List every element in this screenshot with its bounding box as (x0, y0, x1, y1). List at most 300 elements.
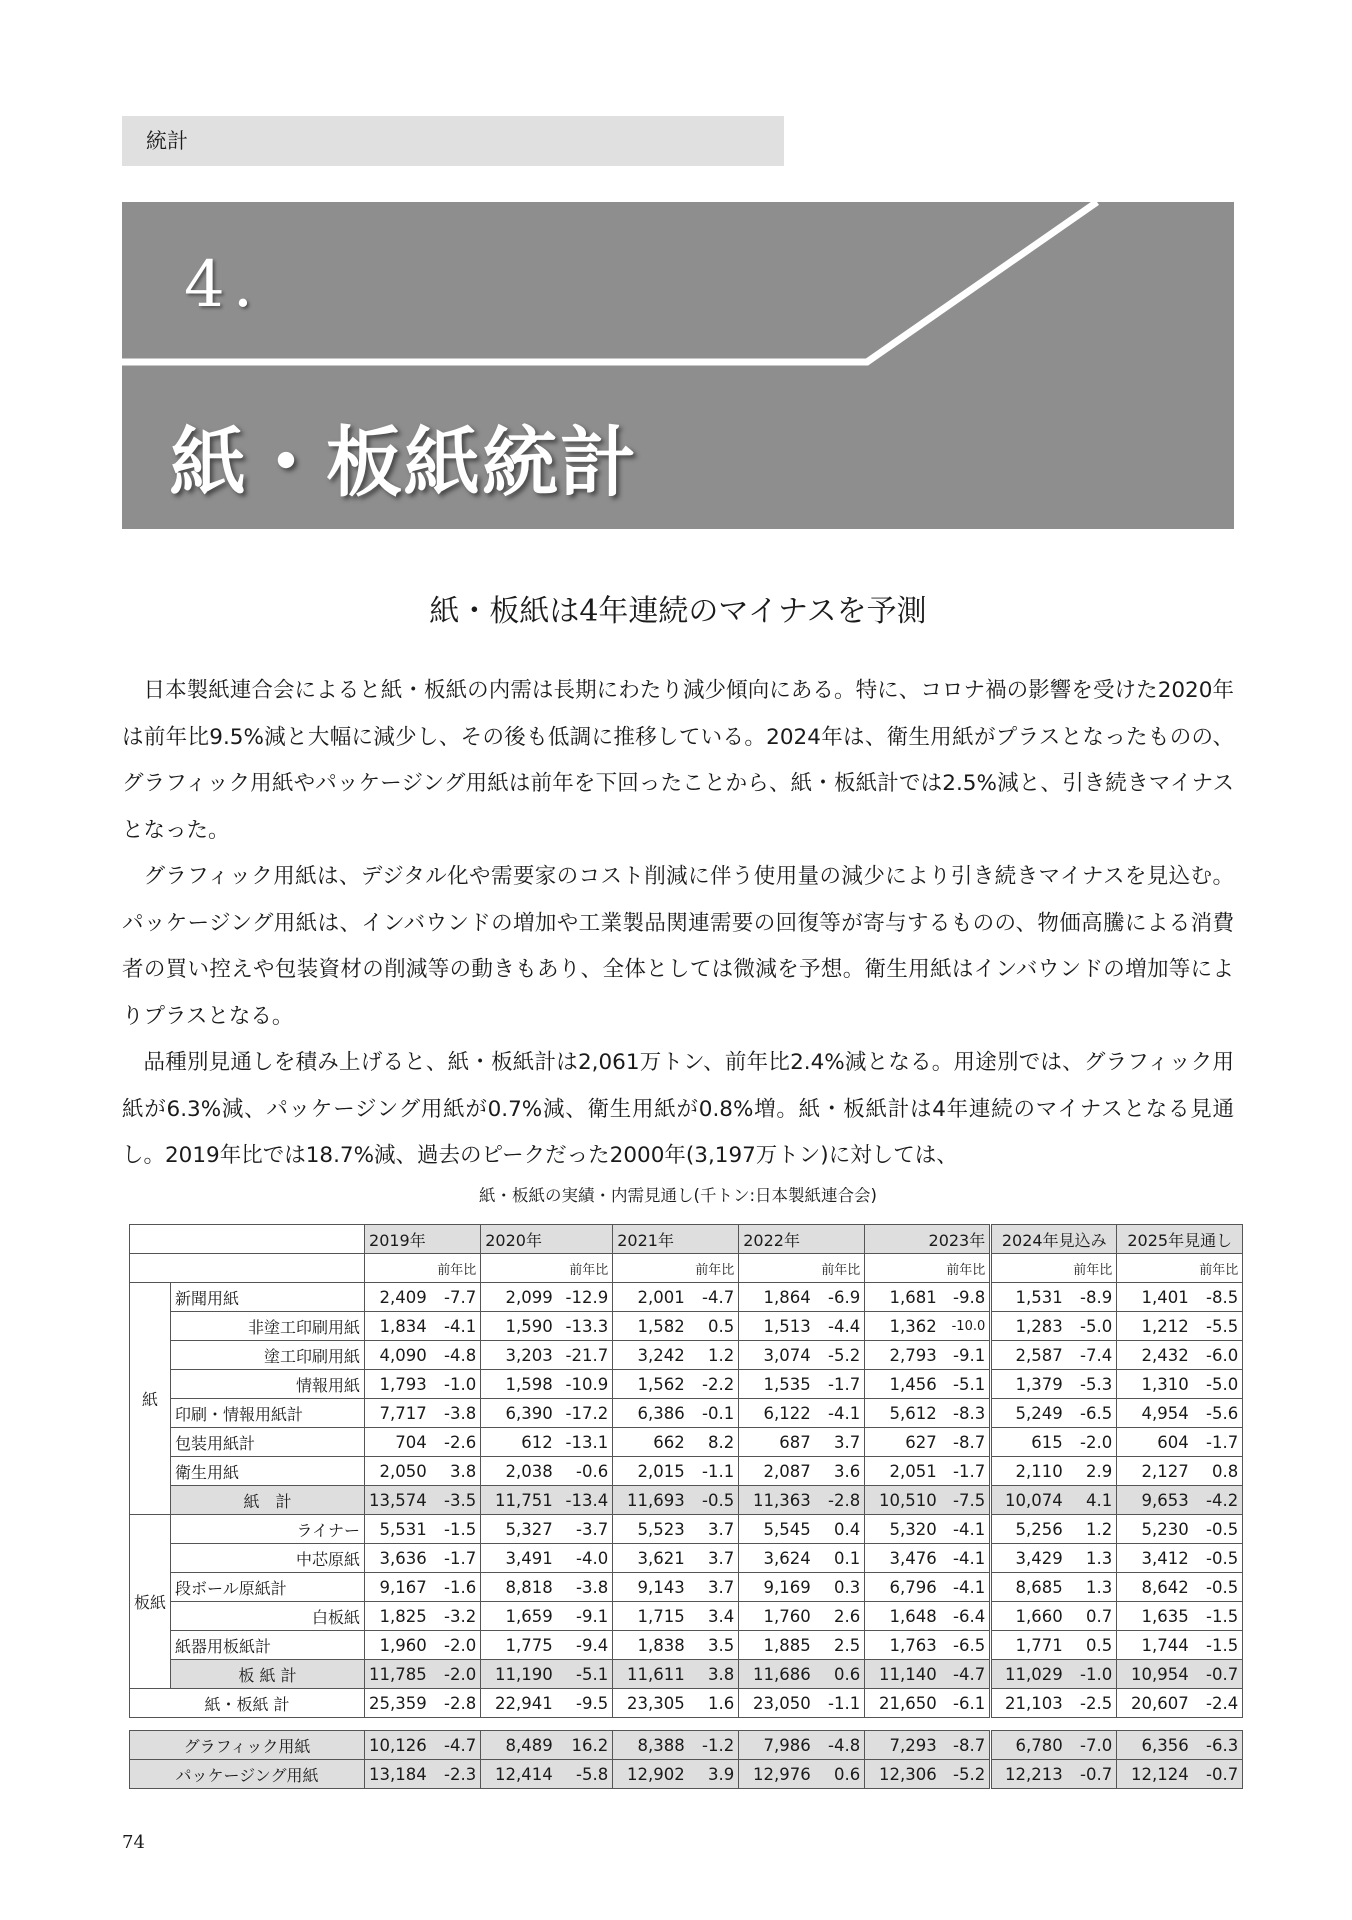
value-cell: 6,390 (481, 1399, 557, 1428)
value-cell: 11,029 (991, 1660, 1067, 1689)
value-cell: 22,941 (481, 1689, 557, 1718)
yoy-cell: 1.6 (689, 1689, 739, 1718)
value-cell: 5,256 (991, 1515, 1067, 1544)
row-label: 紙器用板紙計 (171, 1631, 365, 1660)
table-row (130, 1631, 1243, 1660)
value-cell: 23,305 (613, 1689, 689, 1718)
value-cell: 8,685 (991, 1573, 1067, 1602)
yoy-header: 前年比 (1067, 1254, 1117, 1283)
value-cell: 12,124 (1117, 1760, 1193, 1789)
chapter-banner (122, 202, 1234, 529)
table-row (130, 1731, 1243, 1760)
value-cell: 1,760 (739, 1602, 815, 1631)
value-cell: 12,306 (865, 1760, 941, 1789)
yoy-cell: -2.4 (1193, 1689, 1243, 1718)
year-header: 2024年見込み (991, 1225, 1117, 1254)
yoy-cell: -0.7 (1193, 1660, 1243, 1689)
yoy-cell: -3.5 (431, 1486, 481, 1515)
value-cell: 1,379 (991, 1370, 1067, 1399)
value-cell: 3,624 (739, 1544, 815, 1573)
yoy-cell: -1.6 (431, 1573, 481, 1602)
value-cell: 1,763 (865, 1631, 941, 1660)
value-cell: 1,681 (865, 1283, 941, 1312)
header-blank (130, 1254, 365, 1283)
yoy-cell: -3.7 (557, 1515, 613, 1544)
value-cell: 1,659 (481, 1602, 557, 1631)
table-row (130, 1515, 1243, 1544)
value-cell: 1,793 (365, 1370, 431, 1399)
table-subheader-row (130, 1254, 1243, 1283)
yoy-cell: -12.9 (557, 1283, 613, 1312)
value-cell: 11,363 (739, 1486, 815, 1515)
value-cell: 3,636 (365, 1544, 431, 1573)
yoy-cell: -6.4 (941, 1602, 991, 1631)
yoy-cell: 0.3 (815, 1573, 865, 1602)
value-cell: 13,184 (365, 1760, 431, 1789)
yoy-header: 前年比 (431, 1254, 481, 1283)
yoy-cell: -6.1 (941, 1689, 991, 1718)
row-label: ライナー (171, 1515, 365, 1544)
page-number: 74 (122, 1832, 145, 1853)
yoy-cell: -1.7 (431, 1544, 481, 1573)
value-cell: 3,412 (1117, 1544, 1193, 1573)
value-cell: 1,660 (991, 1602, 1067, 1631)
yoy-cell: -1.0 (1067, 1660, 1117, 1689)
header-blank (365, 1254, 431, 1283)
yoy-cell: -8.7 (941, 1731, 991, 1760)
yoy-cell: -4.7 (941, 1660, 991, 1689)
yoy-cell: 2.9 (1067, 1457, 1117, 1486)
value-cell: 1,834 (365, 1312, 431, 1341)
yoy-cell: -7.0 (1067, 1731, 1117, 1760)
yoy-cell: 0.8 (1193, 1457, 1243, 1486)
value-cell: 12,902 (613, 1760, 689, 1789)
value-cell: 3,491 (481, 1544, 557, 1573)
yoy-cell: -2.0 (1067, 1428, 1117, 1457)
yoy-cell: -7.7 (431, 1283, 481, 1312)
table-row (130, 1760, 1243, 1789)
value-cell: 4,090 (365, 1341, 431, 1370)
header-blank (130, 1225, 365, 1254)
value-cell: 1,582 (613, 1312, 689, 1341)
yoy-header: 前年比 (815, 1254, 865, 1283)
value-cell: 1,885 (739, 1631, 815, 1660)
value-cell: 11,611 (613, 1660, 689, 1689)
value-cell: 1,401 (1117, 1283, 1193, 1312)
value-cell: 7,986 (739, 1731, 815, 1760)
yoy-cell: 8.2 (689, 1428, 739, 1457)
yoy-cell: 1.3 (1067, 1544, 1117, 1573)
yoy-header: 前年比 (689, 1254, 739, 1283)
value-cell: 11,686 (739, 1660, 815, 1689)
row-label: 中芯原紙 (171, 1544, 365, 1573)
value-cell: 2,001 (613, 1283, 689, 1312)
table-row (130, 1486, 1243, 1515)
yoy-cell: 3.7 (815, 1428, 865, 1457)
yoy-cell: -10.9 (557, 1370, 613, 1399)
value-cell: 13,574 (365, 1486, 431, 1515)
value-cell: 3,074 (739, 1341, 815, 1370)
value-cell: 5,230 (1117, 1515, 1193, 1544)
value-cell: 3,242 (613, 1341, 689, 1370)
yoy-cell: -9.8 (941, 1283, 991, 1312)
table-row (130, 1341, 1243, 1370)
value-cell: 9,143 (613, 1573, 689, 1602)
row-label: 板 紙 計 (171, 1660, 365, 1689)
yoy-cell: -1.5 (1193, 1602, 1243, 1631)
year-header: 2019年 (365, 1225, 481, 1254)
yoy-cell: -4.8 (815, 1731, 865, 1760)
yoy-cell: -0.7 (1193, 1760, 1243, 1789)
value-cell: 2,050 (365, 1457, 431, 1486)
value-cell: 2,432 (1117, 1341, 1193, 1370)
value-cell: 8,489 (481, 1731, 557, 1760)
yoy-cell: -2.0 (431, 1660, 481, 1689)
table-row (130, 1428, 1243, 1457)
paragraph: グラフィック用紙は、デジタル化や需要家のコスト削減に伴う使用量の減少により引き続きマイナスを見込む。パッケージング用紙は、インバウンドの増加や工業製品関連需要の回復等が寄与するものの、物価高騰による消費者の買い控えや包装資材の削減等の動きもあり、全体としては微減を予想。衛生用紙はインバウンドの増加等によりプラスとなる。 (122, 864, 1234, 1029)
table-row (130, 1602, 1243, 1631)
value-cell: 1,535 (739, 1370, 815, 1399)
yoy-cell: 2.6 (815, 1602, 865, 1631)
value-cell: 604 (1117, 1428, 1193, 1457)
table-row (130, 1689, 1243, 1718)
yoy-cell: -4.7 (431, 1731, 481, 1760)
value-cell: 10,954 (1117, 1660, 1193, 1689)
yoy-cell: 3.6 (815, 1457, 865, 1486)
yoy-cell: -1.2 (689, 1731, 739, 1760)
yoy-cell: -2.8 (815, 1486, 865, 1515)
yoy-cell: -3.2 (431, 1602, 481, 1631)
value-cell: 10,510 (865, 1486, 941, 1515)
yoy-cell: -0.6 (557, 1457, 613, 1486)
table-spacer (130, 1718, 1243, 1731)
article-subtitle: 紙・板紙は4年連続のマイナスを予測 (429, 594, 927, 629)
value-cell: 5,523 (613, 1515, 689, 1544)
value-cell: 1,362 (865, 1312, 941, 1341)
value-cell: 1,562 (613, 1370, 689, 1399)
yoy-cell: -8.3 (941, 1399, 991, 1428)
group-label-paper: 紙 (130, 1283, 171, 1515)
yoy-cell: -1.7 (941, 1457, 991, 1486)
yoy-cell: 0.5 (1067, 1631, 1117, 1660)
value-cell: 615 (991, 1428, 1067, 1457)
value-cell: 627 (865, 1428, 941, 1457)
yoy-cell: -9.1 (557, 1602, 613, 1631)
yoy-cell: -8.7 (941, 1428, 991, 1457)
header-blank (1117, 1254, 1193, 1283)
value-cell: 9,167 (365, 1573, 431, 1602)
row-label: 印刷・情報用紙計 (171, 1399, 365, 1428)
chapter-title: 紙・板紙統計 (170, 418, 638, 507)
value-cell: 5,612 (865, 1399, 941, 1428)
table-row (130, 1544, 1243, 1573)
yoy-cell: -21.7 (557, 1341, 613, 1370)
value-cell: 11,751 (481, 1486, 557, 1515)
chapter-number: 4. (184, 248, 262, 322)
table-caption: 紙・板紙の実績・内需見通し(千トン:日本製紙連合会) (479, 1186, 877, 1205)
yoy-cell: -1.7 (1193, 1428, 1243, 1457)
yoy-cell: -7.5 (941, 1486, 991, 1515)
value-cell: 1,598 (481, 1370, 557, 1399)
table-row (130, 1370, 1243, 1399)
value-cell: 1,744 (1117, 1631, 1193, 1660)
value-cell: 23,050 (739, 1689, 815, 1718)
row-label: 紙 計 (171, 1486, 365, 1515)
yoy-cell: -5.5 (1193, 1312, 1243, 1341)
yoy-cell: -9.1 (941, 1341, 991, 1370)
table-row (130, 1312, 1243, 1341)
year-header: 2025年見通し (1117, 1225, 1243, 1254)
value-cell: 2,051 (865, 1457, 941, 1486)
value-cell: 3,203 (481, 1341, 557, 1370)
value-cell: 1,771 (991, 1631, 1067, 1660)
value-cell: 612 (481, 1428, 557, 1457)
yoy-cell: -2.8 (431, 1689, 481, 1718)
value-cell: 5,249 (991, 1399, 1067, 1428)
yoy-cell: -0.5 (1193, 1573, 1243, 1602)
value-cell: 687 (739, 1428, 815, 1457)
yoy-cell: 0.6 (815, 1660, 865, 1689)
value-cell: 2,038 (481, 1457, 557, 1486)
yoy-cell: 3.7 (689, 1544, 739, 1573)
yoy-cell: -5.0 (1193, 1370, 1243, 1399)
value-cell: 2,587 (991, 1341, 1067, 1370)
yoy-cell: 16.2 (557, 1731, 613, 1760)
value-cell: 8,388 (613, 1731, 689, 1760)
value-cell: 7,717 (365, 1399, 431, 1428)
yoy-cell: -13.1 (557, 1428, 613, 1457)
table-header-row (130, 1225, 1243, 1254)
value-cell: 1,635 (1117, 1602, 1193, 1631)
yoy-cell: -4.1 (431, 1312, 481, 1341)
yoy-cell: 0.1 (815, 1544, 865, 1573)
yoy-cell: 3.7 (689, 1573, 739, 1602)
yoy-cell: -6.0 (1193, 1341, 1243, 1370)
yoy-cell: -4.2 (1193, 1486, 1243, 1515)
yoy-cell: -9.4 (557, 1631, 613, 1660)
yoy-cell: -3.8 (557, 1573, 613, 1602)
value-cell: 6,386 (613, 1399, 689, 1428)
value-cell: 12,213 (991, 1760, 1067, 1789)
header-blank (613, 1254, 689, 1283)
yoy-cell: -17.2 (557, 1399, 613, 1428)
yoy-cell: -2.6 (431, 1428, 481, 1457)
value-cell: 11,785 (365, 1660, 431, 1689)
yoy-cell: -4.1 (941, 1573, 991, 1602)
yoy-cell: 3.4 (689, 1602, 739, 1631)
value-cell: 12,414 (481, 1760, 557, 1789)
value-cell: 3,476 (865, 1544, 941, 1573)
value-cell: 2,409 (365, 1283, 431, 1312)
value-cell: 1,513 (739, 1312, 815, 1341)
yoy-cell: 1.2 (689, 1341, 739, 1370)
row-label: グラフィック用紙 (130, 1731, 365, 1760)
value-cell: 1,715 (613, 1602, 689, 1631)
table-row (130, 1283, 1243, 1312)
yoy-cell: -6.3 (1193, 1731, 1243, 1760)
value-cell: 5,327 (481, 1515, 557, 1544)
table-row (130, 1573, 1243, 1602)
header-blank (991, 1254, 1067, 1283)
value-cell: 11,190 (481, 1660, 557, 1689)
row-label: 紙・板紙 計 (130, 1689, 365, 1718)
value-cell: 21,650 (865, 1689, 941, 1718)
value-cell: 1,310 (1117, 1370, 1193, 1399)
value-cell: 8,818 (481, 1573, 557, 1602)
yoy-cell: 0.5 (689, 1312, 739, 1341)
yoy-cell: -1.7 (815, 1370, 865, 1399)
yoy-cell: -5.6 (1193, 1399, 1243, 1428)
yoy-cell: -9.5 (557, 1689, 613, 1718)
yoy-cell: -0.5 (689, 1486, 739, 1515)
row-label: 非塗工印刷用紙 (171, 1312, 365, 1341)
value-cell: 1,775 (481, 1631, 557, 1660)
yoy-cell: 0.7 (1067, 1602, 1117, 1631)
value-cell: 5,531 (365, 1515, 431, 1544)
value-cell: 6,796 (865, 1573, 941, 1602)
year-header: 2023年 (865, 1225, 991, 1254)
yoy-cell: -0.5 (1193, 1544, 1243, 1573)
yoy-cell: -2.5 (1067, 1689, 1117, 1718)
yoy-cell: -0.5 (1193, 1515, 1243, 1544)
header-blank (481, 1254, 557, 1283)
value-cell: 10,126 (365, 1731, 431, 1760)
value-cell: 11,693 (613, 1486, 689, 1515)
value-cell: 12,976 (739, 1760, 815, 1789)
value-cell: 3,429 (991, 1544, 1067, 1573)
yoy-cell: -1.1 (689, 1457, 739, 1486)
yoy-cell: -4.4 (815, 1312, 865, 1341)
yoy-cell: 1.3 (1067, 1573, 1117, 1602)
yoy-cell: -4.8 (431, 1341, 481, 1370)
value-cell: 11,140 (865, 1660, 941, 1689)
year-header: 2020年 (481, 1225, 613, 1254)
row-label: 白板紙 (171, 1602, 365, 1631)
value-cell: 9,653 (1117, 1486, 1193, 1515)
value-cell: 1,212 (1117, 1312, 1193, 1341)
value-cell: 1,531 (991, 1283, 1067, 1312)
section-tab: 統計 (122, 116, 784, 166)
yoy-cell: -2.0 (431, 1631, 481, 1660)
value-cell: 2,793 (865, 1341, 941, 1370)
yoy-cell: -3.8 (431, 1399, 481, 1428)
yoy-cell: -4.1 (815, 1399, 865, 1428)
value-cell: 5,320 (865, 1515, 941, 1544)
value-cell: 3,621 (613, 1544, 689, 1573)
yoy-cell: 3.9 (689, 1760, 739, 1789)
yoy-cell: -2.2 (689, 1370, 739, 1399)
yoy-cell: 4.1 (1067, 1486, 1117, 1515)
value-cell: 6,356 (1117, 1731, 1193, 1760)
yoy-cell: 3.5 (689, 1631, 739, 1660)
value-cell: 6,780 (991, 1731, 1067, 1760)
value-cell: 2,015 (613, 1457, 689, 1486)
yoy-cell: -2.3 (431, 1760, 481, 1789)
yoy-cell: 0.6 (815, 1760, 865, 1789)
yoy-cell: 3.8 (431, 1457, 481, 1486)
yoy-cell: -6.9 (815, 1283, 865, 1312)
row-label: パッケージング用紙 (130, 1760, 365, 1789)
yoy-cell: 1.2 (1067, 1515, 1117, 1544)
header-blank (739, 1254, 815, 1283)
yoy-cell: -7.4 (1067, 1341, 1117, 1370)
row-label: 包装用紙計 (171, 1428, 365, 1457)
statistics-table (129, 1224, 1243, 1789)
yoy-cell: -10.0 (941, 1312, 991, 1341)
value-cell: 704 (365, 1428, 431, 1457)
table-row (130, 1399, 1243, 1428)
yoy-cell: -13.4 (557, 1486, 613, 1515)
yoy-cell: -4.0 (557, 1544, 613, 1573)
header-blank (865, 1254, 941, 1283)
paragraph: 品種別見通しを積み上げると、紙・板紙計は2,061万トン、前年比2.4%減となる。用途別では、グラフィック用紙が6.3%減、パッケージング用紙が0.7%減、衛生用紙が0.8%増。紙・板紙計は4年連続のマイナスとなる見通し。2019年比では18.7%減、過去のピークだった2000年(3,197万トン)に対しては、 (122, 1050, 1234, 1168)
value-cell: 9,169 (739, 1573, 815, 1602)
yoy-cell: -1.5 (431, 1515, 481, 1544)
yoy-cell: -6.5 (1067, 1399, 1117, 1428)
value-cell: 1,648 (865, 1602, 941, 1631)
yoy-cell: -5.3 (1067, 1370, 1117, 1399)
table-row (130, 1660, 1243, 1689)
row-label: 衛生用紙 (171, 1457, 365, 1486)
value-cell: 1,864 (739, 1283, 815, 1312)
yoy-cell: -4.1 (941, 1544, 991, 1573)
value-cell: 662 (613, 1428, 689, 1457)
year-header: 2022年 (739, 1225, 865, 1254)
value-cell: 1,283 (991, 1312, 1067, 1341)
yoy-header: 前年比 (941, 1254, 991, 1283)
yoy-cell: -4.1 (941, 1515, 991, 1544)
value-cell: 7,293 (865, 1731, 941, 1760)
group-label-board: 板紙 (130, 1515, 171, 1689)
value-cell: 21,103 (991, 1689, 1067, 1718)
value-cell: 6,122 (739, 1399, 815, 1428)
yoy-cell: 0.4 (815, 1515, 865, 1544)
yoy-cell: -5.0 (1067, 1312, 1117, 1341)
value-cell: 1,838 (613, 1631, 689, 1660)
yoy-header: 前年比 (557, 1254, 613, 1283)
yoy-cell: -8.9 (1067, 1283, 1117, 1312)
yoy-cell: -0.1 (689, 1399, 739, 1428)
spacer-cell (130, 1718, 1243, 1731)
table-row (130, 1457, 1243, 1486)
yoy-cell: -1.1 (815, 1689, 865, 1718)
article-body (122, 668, 1234, 1180)
value-cell: 1,456 (865, 1370, 941, 1399)
yoy-cell: -4.7 (689, 1283, 739, 1312)
yoy-cell: 3.7 (689, 1515, 739, 1544)
value-cell: 1,960 (365, 1631, 431, 1660)
value-cell: 2,087 (739, 1457, 815, 1486)
yoy-cell: -5.2 (815, 1341, 865, 1370)
yoy-header: 前年比 (1193, 1254, 1243, 1283)
yoy-cell: 2.5 (815, 1631, 865, 1660)
value-cell: 2,099 (481, 1283, 557, 1312)
yoy-cell: -5.8 (557, 1760, 613, 1789)
value-cell: 20,607 (1117, 1689, 1193, 1718)
paragraph: 日本製紙連合会によると紙・板紙の内需は長期にわたり減少傾向にある。特に、コロナ禍の影響を受けた2020年は前年比9.5%減と大幅に減少し、その後も低調に推移している。2024年は、衛生用紙がプラスとなったものの、グラフィック用紙やパッケージング用紙は前年を下回ったことから、紙・板紙計では2.5%減と、引き続きマイナスとなった。 (122, 678, 1234, 843)
yoy-cell: -8.5 (1193, 1283, 1243, 1312)
value-cell: 10,074 (991, 1486, 1067, 1515)
yoy-cell: -5.1 (941, 1370, 991, 1399)
value-cell: 2,127 (1117, 1457, 1193, 1486)
yoy-cell: -1.0 (431, 1370, 481, 1399)
year-header: 2021年 (613, 1225, 739, 1254)
row-label: 塗工印刷用紙 (171, 1341, 365, 1370)
value-cell: 4,954 (1117, 1399, 1193, 1428)
yoy-cell: -13.3 (557, 1312, 613, 1341)
row-label: 段ボール原紙計 (171, 1573, 365, 1602)
row-label: 新聞用紙 (171, 1283, 365, 1312)
